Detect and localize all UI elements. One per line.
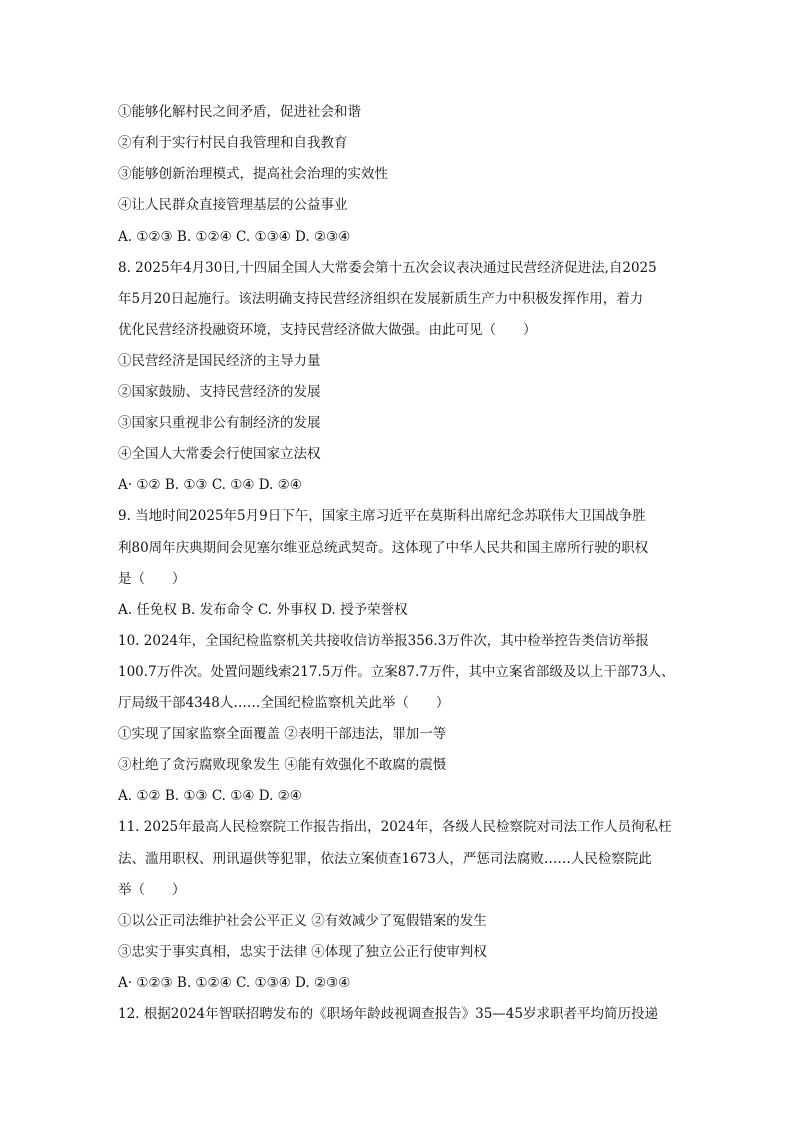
question-text: 11. 2025年最高人民检察院工作报告指出，2024年，各级人民检察院对司法工作人员徇私枉 xyxy=(118,819,672,835)
option-statement: ①实现了国家监察全面覆盖 ②表明干部违法，罪加一等 xyxy=(118,726,447,742)
option-statement: ④让人民群众直接管理基层的公益事业 xyxy=(118,197,348,213)
option-statement: ①以公正司法维护社会公平正义 ②有效减少了冤假错案的发生 xyxy=(118,913,487,929)
question-text: 9. 当地时间2025年5月9日下午，国家主席习近平在莫斯科出席纪念苏联伟大卫国战争胜 xyxy=(118,508,646,524)
question-text: 厅局级干部4348人……全国纪检监察机关此举（ ） xyxy=(118,695,450,711)
question-text: 举（ ） xyxy=(118,882,186,898)
question-text: 年5月20日起施行。该法明确支持民营经济组织在发展新质生产力中积极发挥作用，着力 xyxy=(118,291,644,307)
option-statement: ①民营经济是国民经济的主导力量 xyxy=(118,353,321,369)
option-statement: ③能够创新治理模式，提高社会治理的实效性 xyxy=(118,166,388,182)
question-text: 是（ ） xyxy=(118,571,186,587)
question-text: 10. 2024年，全国纪检监察机关共接收信访举报356.3万件次，其中检举控告类信访举报 xyxy=(118,633,649,649)
option-statement: ③国家只重视非公有制经济的发展 xyxy=(118,415,321,431)
question-text: 法、滥用职权、刑讯逼供等犯罪，依法立案侦查1673人，严惩司法腐败……人民检察院此 xyxy=(118,851,652,867)
question-text: 优化民营经济投融资环境，支持民营经济做大做强。由此可见（ ） xyxy=(118,322,537,338)
answer-choices: A. ①② B. ①③ C. ①④ D. ②④ xyxy=(118,788,302,804)
option-statement: ③杜绝了贪污腐败现象发生 ④能有效强化不敢腐的震慑 xyxy=(118,757,447,773)
answer-choices: A. 任免权 B. 发布命令 C. 外事权 D. 授予荣誉权 xyxy=(118,602,408,618)
option-statement: ④全国人大常委会行使国家立法权 xyxy=(118,446,321,462)
question-text: 利80周年庆典期间会见塞尔维亚总统武契奇。这体现了中华人民共和国主席所行驶的职权 xyxy=(118,540,649,556)
answer-choices: A. ①②③ B. ①②④ C. ①③④ D. ②③④ xyxy=(118,229,351,245)
option-statement: ②国家鼓励、支持民营经济的发展 xyxy=(118,384,321,400)
answer-choices: A· ①②③ B. ①②④ C. ①③④ D. ②③④ xyxy=(118,975,351,991)
question-text: 8. 2025年4月30日,十四届全国人大常委会第十五次会议表决通过民营经济促进法,自2025 xyxy=(118,260,657,276)
option-statement: ③忠实于事实真相，忠实于法律 ④体现了独立公正行使审判权 xyxy=(118,944,487,960)
option-statement: ①能够化解村民之间矛盾，促进社会和谐 xyxy=(118,104,361,120)
question-text: 12. 根据2024年智联招聘发布的《职场年龄歧视调查报告》35—45岁求职者平均简历投递 xyxy=(118,1006,658,1022)
answer-choices: A· ①② B. ①③ C. ①④ D. ②④ xyxy=(118,477,302,493)
option-statement: ②有利于实行村民自我管理和自我教育 xyxy=(118,135,348,151)
question-text: 100.7万件次。处置问题线索217.5万件。立案87.7万件，其中立案省部级及以上干部73人、 xyxy=(118,664,675,680)
